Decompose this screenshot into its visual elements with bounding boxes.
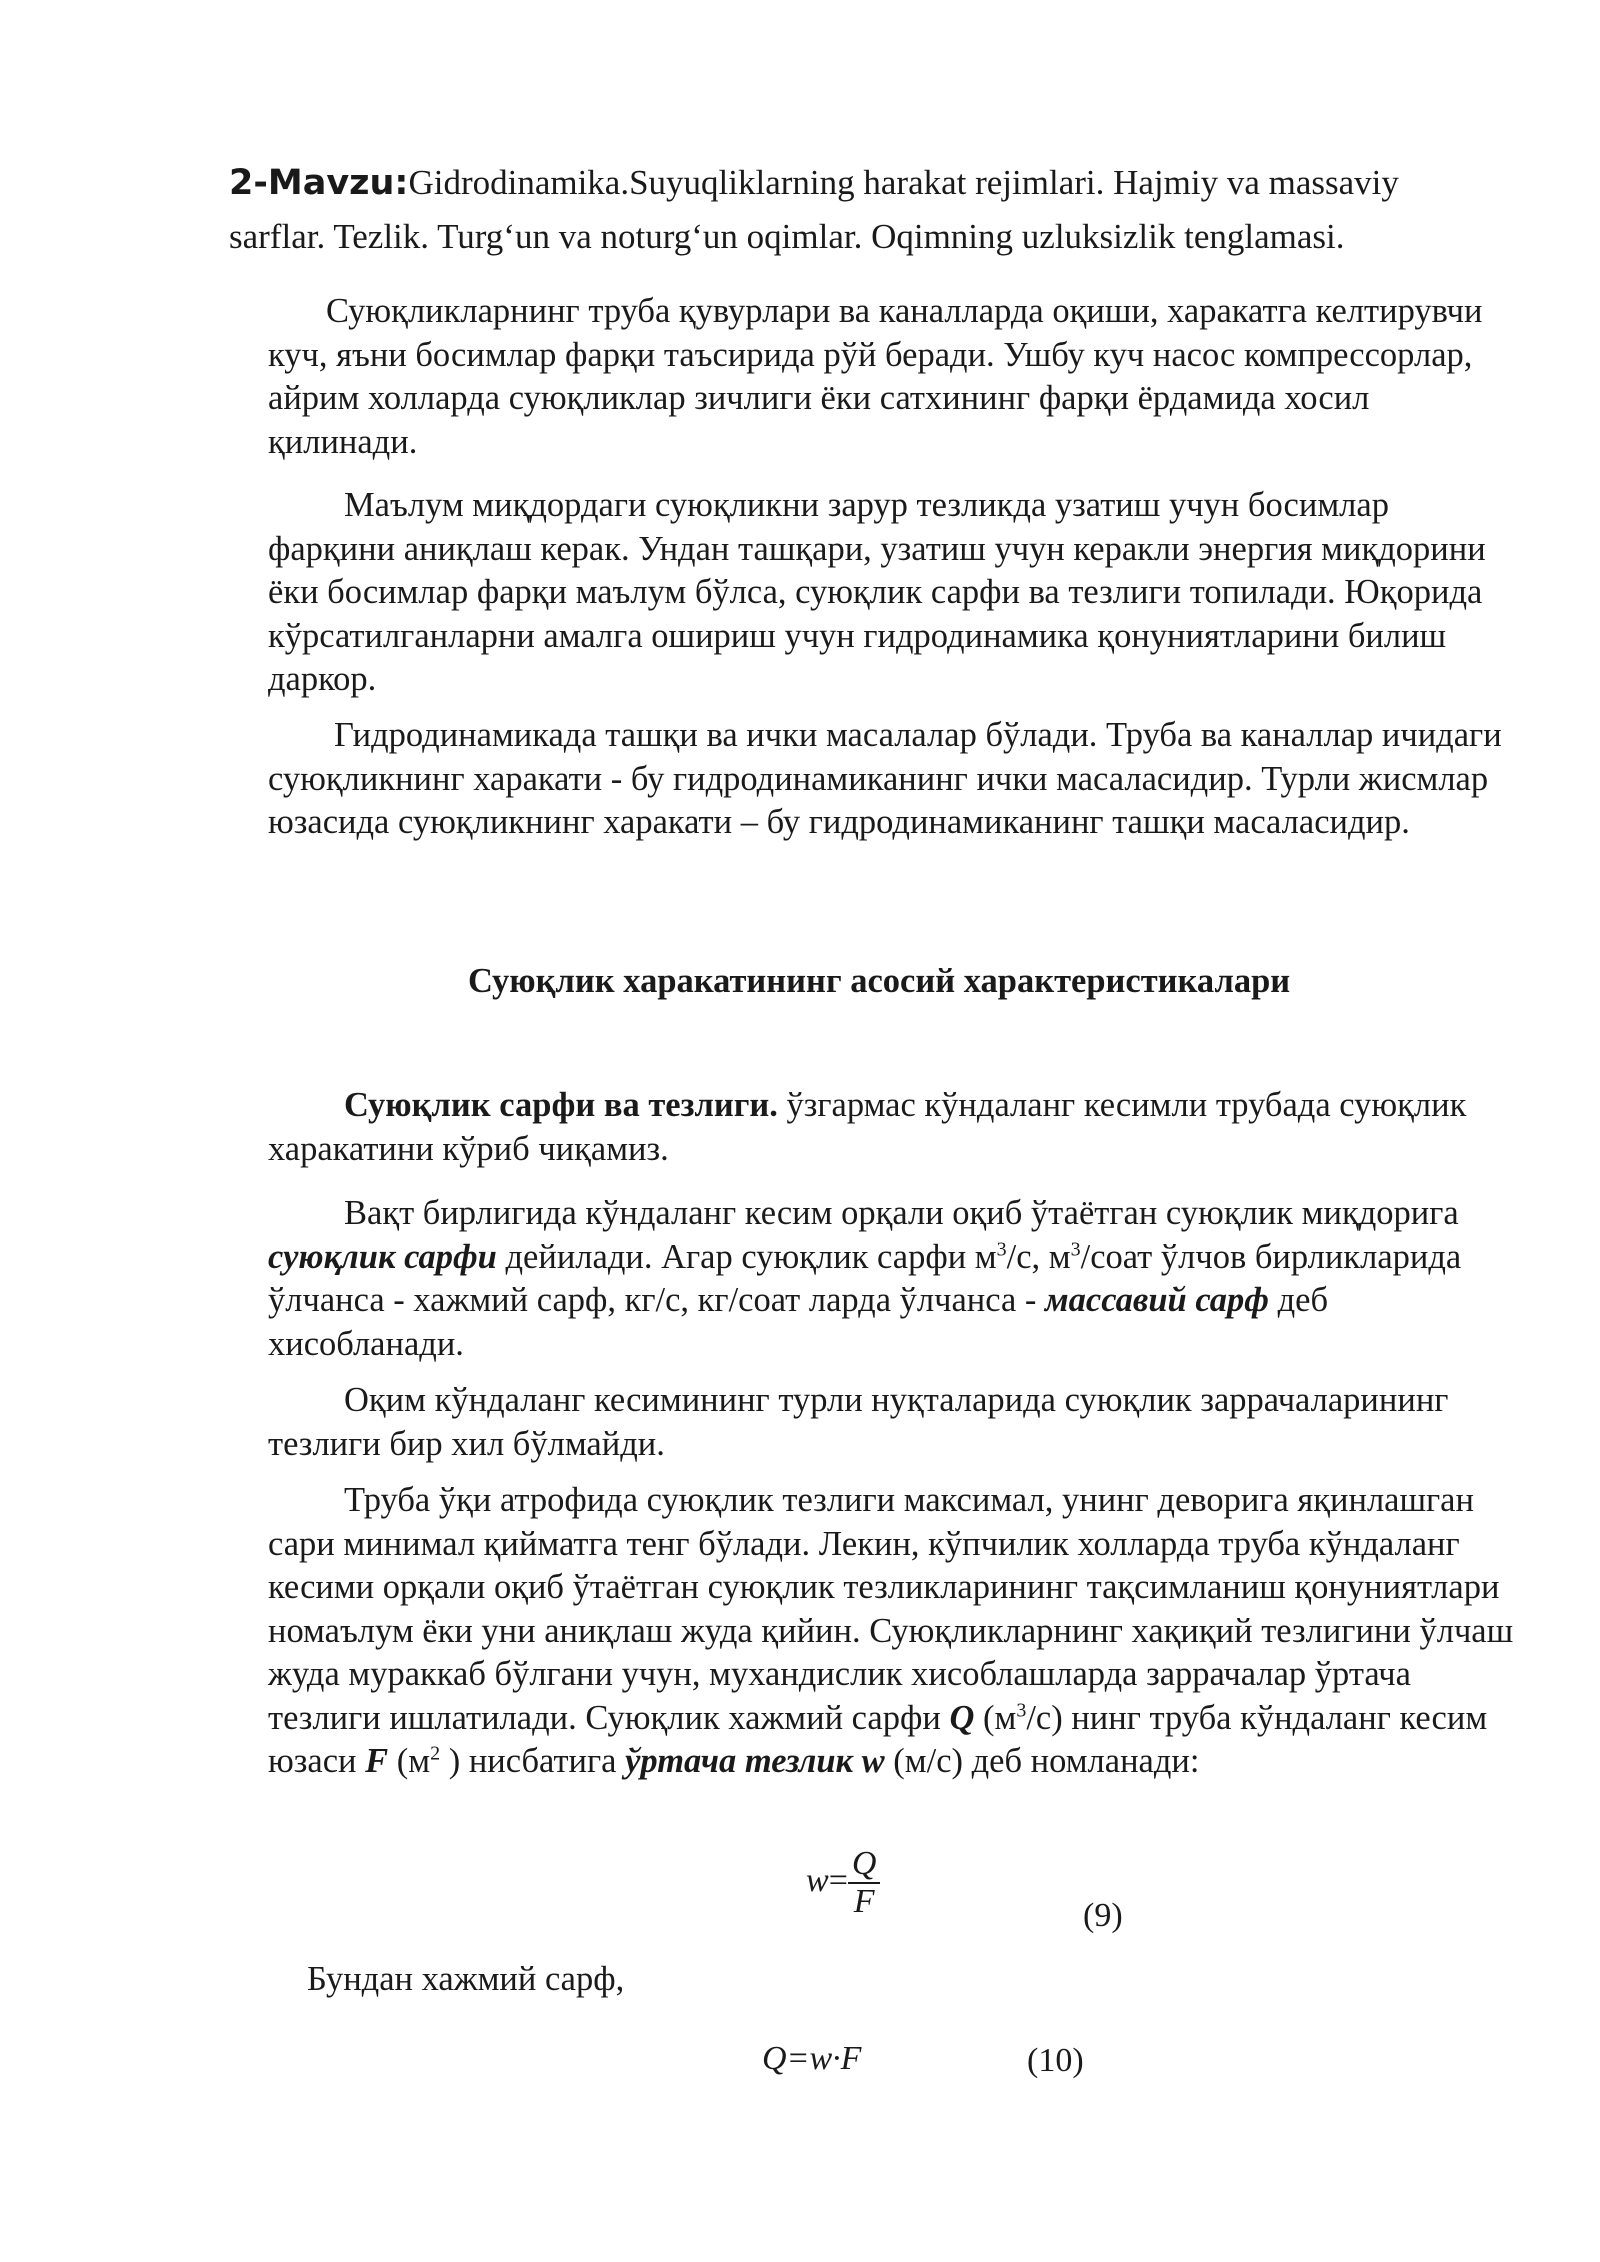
formula-9-equals: = [828, 1861, 848, 1899]
flow-p2-text-d: /соат ўлчов бирликларида ўлчанса - хажмий сарф, кг/с, кг/соат ларда ўлчанса - [268, 1237, 1462, 1319]
unit-superscript: 3 [996, 1238, 1007, 1260]
unit-superscript: 2 [430, 1742, 441, 1765]
flow-p4-text-e: ) нисбатига [440, 1742, 626, 1780]
formula-9-denominator: F [853, 1883, 875, 1920]
formula-9-fraction [848, 1846, 881, 1920]
flow-term-heading: Суюқлик сарфи ва тезлиги. [344, 1086, 778, 1124]
intro-paragraph-3: Гидродинамикада ташқи ва ички масалалар бўлади. Труба ва каналлар ичидаги суюқликнинг харакати - бу гидродинамиканинг ички масаласидир. Турли жисмлар юзасида суюқликнинг харакати – бу гидродинамиканинг ташқи масаласидир. [268, 716, 1502, 841]
flow-p4-text-f: (м/с) деб номланади: [884, 1742, 1200, 1780]
flow-p2-text-e: деб хисобланади. [268, 1281, 1328, 1363]
symbol-Q: Q [949, 1698, 975, 1737]
flow-p2-text-b: дейилади. Агар суюқлик сарфи м [496, 1237, 997, 1276]
topic-text: Gidrodinamika.Suyuqliklarning harakat rejimlari. Hajmiy va massaviy sarflar. Tezlik. Turg‘un va noturg‘un oqimlar. Oqimning uzluksizlik tenglamasi. [229, 163, 1399, 256]
topic-title [229, 156, 1499, 264]
formula-9-numerator: Q [848, 1846, 881, 1884]
section-heading: Суюқлик харакатининг асосий характеристикалари [468, 962, 1291, 1000]
flow-p4-text-a: Труба ўқи атрофида суюқлик тезлиги максимал, унинг деворига яқинлашган сари минимал қийматга тенг бўлади. Лекин, кўпчилик холларда труба кўндаланг кесими орқали оқиб ўтаётган суюқлик тезликларининг тақсимланиш қонуниятлари номаълум ёки уни аниқлаш жуда қийин. Суюқликларнинг хақиқий тезлигини ўлчаш жуда мураккаб бўлгани учун, мухандислик хисоблашларда заррачалар ўртача тезлиги ишлатилади. Суюқлик хажмий сарфи [268, 1481, 1514, 1737]
equation-number-10: (10) [1027, 2042, 1084, 2079]
flow-paragraph-2 [268, 1192, 1518, 1366]
from-text: Бундан хажмий сарф, [307, 1960, 625, 1998]
intro-paragraph-2: Маълум миқдордаги суюқликни зарур тезликда узатиш учун босимлар фарқини аниқлаш керак. Ундан ташқари, узатиш учун керакли энергия миқдорини ёки босимлар фарқи маълум бўлса, суюқлик сарфи ва тезлиги топилади. Юқорида кўрсатилганларни амалга ошириш учун гидродинамика қонуниятларини билиш даркор. [268, 486, 1486, 698]
flow-p4-text-d: (м [388, 1742, 431, 1780]
flow-paragraph-3: Оқим кўндаланг кесимининг турли нуқталарида суюқлик заррачаларининг тезлиги бир хил бўлмайди. [268, 1381, 1449, 1463]
formula-9 [806, 1846, 880, 1920]
flow-p4-text-c: /с) нинг труба кўндаланг кесим юзаси [268, 1698, 1488, 1780]
formula-9-lhs: w [806, 1861, 829, 1899]
unit-superscript: 3 [1016, 1699, 1027, 1721]
equation-number-9: (9) [1083, 1897, 1123, 1934]
term-mass-flow: массавий сарф [1045, 1281, 1269, 1319]
symbol-F: F [365, 1742, 389, 1780]
term-average-velocity: ўртача тезлик w [625, 1742, 885, 1780]
flow-p2-text-a: Вақт бирлигида кўндаланг кесим орқали оқиб ўтаётган суюқлик миқдорига [344, 1194, 1459, 1232]
flow-p4-text-b: (м [974, 1698, 1017, 1737]
flow-paragraph-1 [268, 1084, 1518, 1171]
term-flow-rate: суюқлик сарфи [268, 1237, 497, 1276]
intro-paragraph-1: Суюқликларнинг труба қувурлари ва каналларда оқиши, харакатга келтирувчи куч, яъни босимлар фарқи таъсирида рўй беради. Ушбу куч насос компрессорлар, айрим холларда суюқликлар зичлиги ёки сатхининг фарқи ёрдамида хосил қилинади. [268, 292, 1483, 461]
flow-p2-text-c: /с, м [1006, 1237, 1071, 1276]
formula-10: Q=w·F [762, 2040, 862, 2077]
flow-paragraph-4 [268, 1479, 1518, 1784]
topic-label: 2-Mavzu: [229, 163, 409, 203]
unit-superscript: 3 [1070, 1238, 1081, 1260]
flow-paragraph-1-text: ўзгармас кўндаланг кесимли трубада суюқлик харакатини кўриб чиқамиз. [268, 1086, 1467, 1168]
